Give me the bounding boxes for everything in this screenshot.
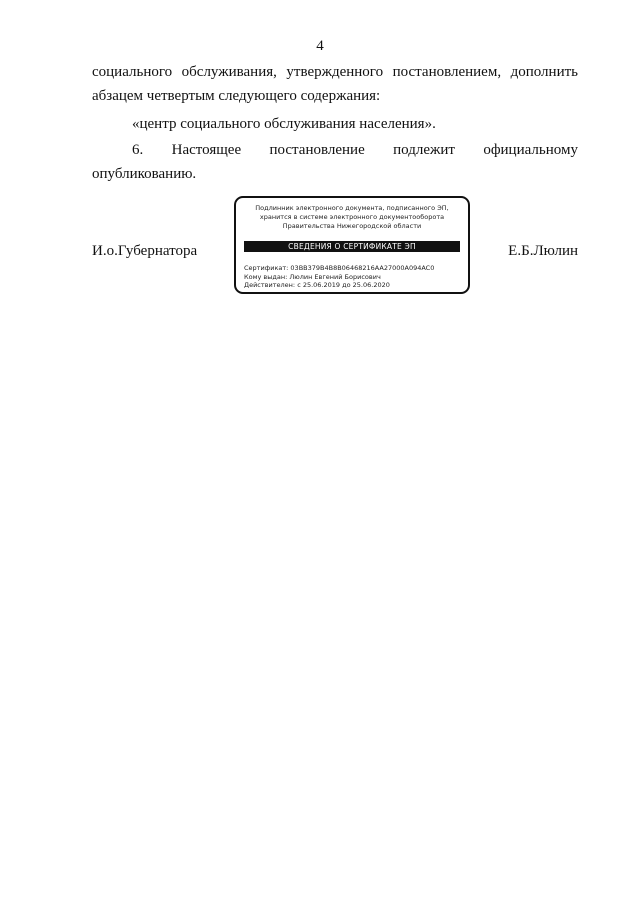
signer-title: И.о.Губернатора xyxy=(92,243,198,259)
stamp-header xyxy=(242,204,462,231)
paragraph-publication-line-1 xyxy=(92,138,578,162)
stamp-issued-to-row xyxy=(244,273,462,282)
page-number: 4 xyxy=(316,38,324,54)
word: дополнить xyxy=(510,64,578,80)
stamp-issued-to-label: Кому выдан: xyxy=(244,272,288,281)
word: постановлением, xyxy=(392,64,502,80)
paragraph-quoted-text: «центр социального обслуживания населения». xyxy=(132,116,436,132)
word: утвержденного xyxy=(286,64,384,80)
stamp-validity-row xyxy=(244,281,462,290)
electronic-signature-stamp xyxy=(234,196,470,294)
paragraph-publication xyxy=(92,138,578,186)
stamp-banner: СВЕДЕНИЯ О СЕРТИФИКАТЕ ЭП xyxy=(244,241,460,252)
stamp-header-line: хранится в системе электронного документооборота xyxy=(259,213,445,221)
paragraph-amendment-line-2: абзацем четвертым следующего содержания: xyxy=(92,88,381,104)
stamp-header-line: Подлинник электронного документа, подписанного ЭП, xyxy=(255,204,449,212)
paragraph-amendment-line-1 xyxy=(92,60,578,84)
word: подлежит xyxy=(393,142,455,158)
stamp-details xyxy=(244,264,462,290)
word: социального xyxy=(92,64,173,80)
stamp-validity-value: с 25.06.2019 до 25.06.2020 xyxy=(297,281,390,289)
word: Настоящее xyxy=(171,142,242,158)
stamp-certificate-label: Сертификат: xyxy=(244,264,289,272)
signer-name: Е.Б.Люлин xyxy=(508,243,578,259)
word: официальному xyxy=(483,142,578,158)
paragraph-publication-line-2: опубликованию. xyxy=(92,166,197,182)
stamp-certificate-row xyxy=(244,264,462,273)
word: постановление xyxy=(269,142,365,158)
stamp-header-line: Правительства Нижегородской области xyxy=(282,222,422,230)
word: обслуживания, xyxy=(181,64,277,80)
word: 6. xyxy=(132,142,144,158)
paragraph-amendment xyxy=(92,60,578,108)
stamp-validity-label: Действителен: xyxy=(244,281,296,289)
stamp-issued-to-value: Люлин Евгений Борисович xyxy=(289,272,381,281)
stamp-certificate-value: 03BB379B4B8B06468216AA27000A094AC0 xyxy=(290,264,435,272)
